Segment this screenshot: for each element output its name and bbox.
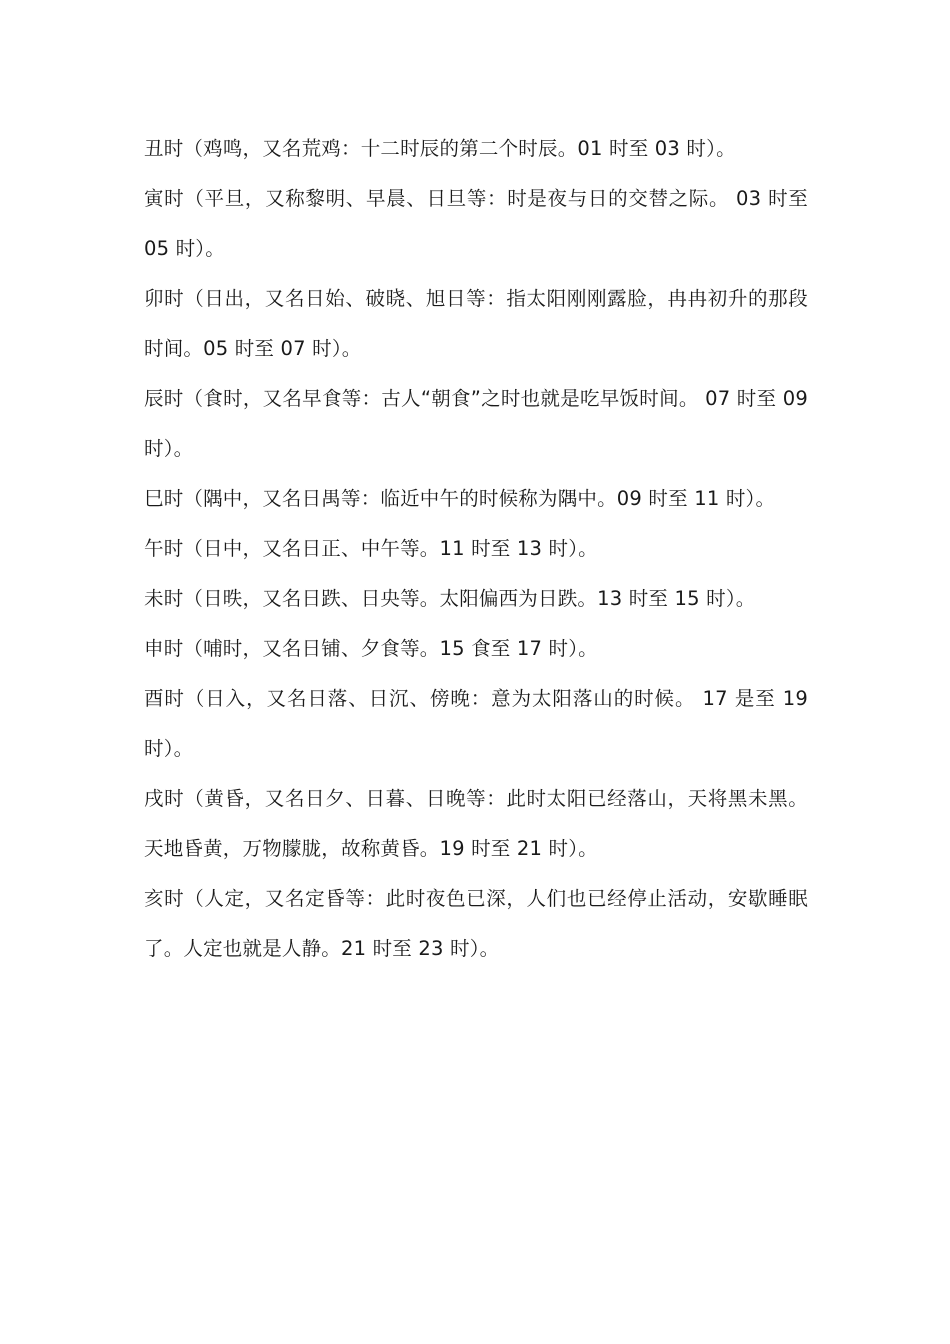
paragraph-yin-shi: 寅时（平旦，又称黎明、早晨、日旦等：时是夜与日的交替之际。 03 时至 05 时）。 (144, 187, 808, 260)
paragraph-shen-shi: 申时（哺时，又名日铺、夕食等。15 食至 17 时）。 (144, 637, 598, 660)
paragraph-chen-shi: 辰时（食时，又名早食等：古人“朝食”之时也就是吃早饭时间。 07 时至 09 时）。 (144, 387, 808, 460)
paragraph-si-shi: 巳时（隅中，又名日禺等：临近中午的时候称为隅中。09 时至 11 时）。 (144, 487, 776, 510)
paragraph-wu-shi: 午时（日中，又名日正、中午等。11 时至 13 时）。 (144, 537, 598, 560)
document-body (144, 124, 808, 974)
paragraph-hai-shi: 亥时（人定，又名定昏等：此时夜色已深，人们也已经停止活动，安歇睡眠了。人定也就是人静。21 时至 23 时）。 (144, 887, 808, 960)
paragraph-chou-shi: 丑时（鸡鸣，又名荒鸡：十二时辰的第二个时辰。01 时至 03 时）。 (144, 137, 736, 160)
paragraph-mao-shi: 卯时（日出，又名日始、破晓、旭日等：指太阳刚刚露脸，冉冉初升的那段时间。05 时至 07 时）。 (144, 287, 808, 360)
paragraph-you-shi: 酉时（日入，又名日落、日沉、傍晚：意为太阳落山的时候。 17 是至 19 时）。 (144, 687, 808, 760)
paragraph-xu-shi: 戌时（黄昏，又名日夕、日暮、日晚等：此时太阳已经落山，天将黑未黑。天地昏黄，万物朦胧，故称黄昏。19 时至 21 时）。 (144, 787, 808, 860)
paragraph-wei-shi: 未时（日昳，又名日跌、日央等。太阳偏西为日跌。13 时至 15 时）。 (144, 587, 756, 610)
